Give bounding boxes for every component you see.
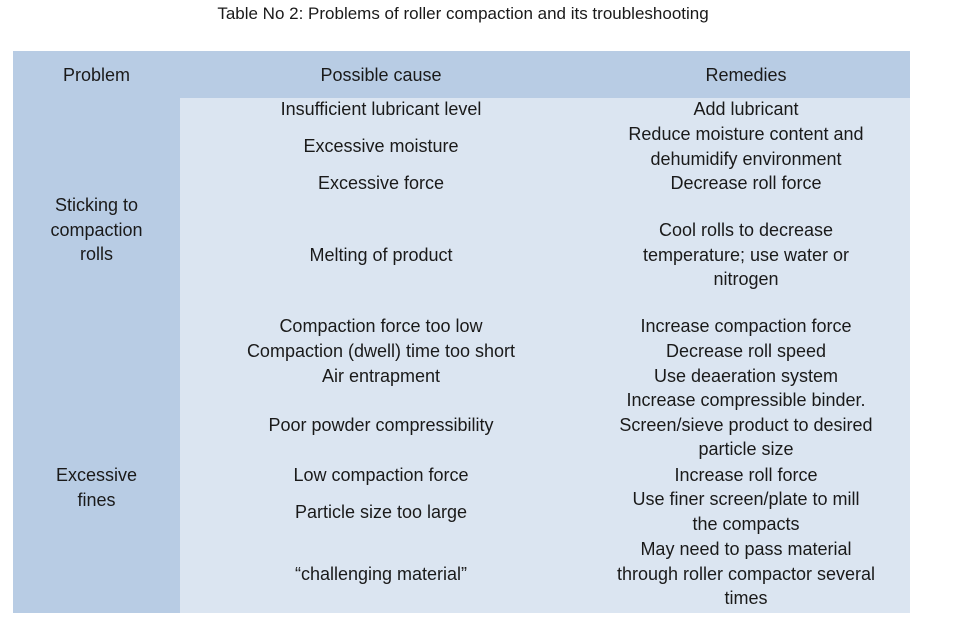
problem-sticking — [13, 193, 180, 267]
table-header-row — [13, 51, 910, 98]
remedy-line: particle size — [698, 439, 794, 459]
remedy-line: nitrogen — [713, 269, 779, 289]
remedy-line: Increase roll force — [674, 465, 818, 485]
remedy-cell — [582, 314, 910, 339]
cause-cell: Low compaction force — [293, 465, 469, 485]
cause-cell: Melting of product — [309, 245, 453, 265]
problem-line: Sticking to — [54, 195, 139, 215]
remedy-line: Decrease roll force — [670, 173, 822, 193]
remedy-line: May need to pass material — [640, 539, 852, 559]
cause-cell: Excessive moisture — [303, 136, 459, 156]
remedy-line: Reduce moisture content and — [628, 124, 864, 144]
problem-line: compaction — [50, 219, 143, 240]
problem-line: rolls — [79, 244, 113, 264]
header-possible-cause: Possible cause — [320, 65, 442, 85]
table-caption: Table No 2: Problems of roller compaction and its troubleshooting — [217, 4, 709, 23]
cause-cell: Compaction force too low — [279, 316, 483, 336]
problem-line: fines — [77, 489, 116, 510]
remedy-cell — [582, 388, 910, 462]
header-remedies: Remedies — [705, 65, 787, 85]
problem-column — [13, 98, 180, 613]
cause-cell: Insufficient lubricant level — [280, 99, 482, 119]
remedy-line: Increase compressible binder. — [626, 390, 866, 410]
remedy-line: times — [724, 588, 768, 608]
cause-cell: Excessive force — [317, 173, 445, 193]
remedy-cell — [582, 339, 910, 364]
cause-cell: “challenging material” — [294, 564, 468, 584]
remedy-cell — [582, 364, 910, 389]
remedy-line: Increase compaction force — [640, 316, 852, 336]
remedy-line: Use finer screen/plate to mill — [632, 489, 860, 509]
remedy-cell — [582, 487, 910, 536]
troubleshooting-table — [13, 51, 910, 613]
remedy-cell — [582, 537, 910, 611]
remedy-line: the compacts — [692, 513, 800, 534]
header-problem: Problem — [62, 65, 131, 85]
remedy-line: Screen/sieve product to desired — [619, 414, 873, 435]
remedy-line: temperature; use water or — [642, 244, 850, 265]
remedy-cell — [582, 97, 910, 122]
cause-cell: Particle size too large — [294, 502, 468, 522]
remedy-cell — [582, 122, 910, 171]
cause-cell: Poor powder compressibility — [268, 415, 494, 435]
cause-cell: Compaction (dwell) time too short — [246, 341, 516, 361]
remedy-line: through roller compactor several — [616, 563, 876, 584]
remedy-cell — [582, 463, 910, 488]
remedy-line: Cool rolls to decrease — [658, 220, 834, 240]
problem-excessive-fines — [13, 463, 180, 512]
remedy-cell — [582, 218, 910, 292]
remedy-line: Use deaeration system — [653, 366, 839, 386]
cause-cell: Air entrapment — [321, 366, 441, 386]
remedy-line: Decrease roll speed — [665, 341, 827, 361]
remedy-cell — [582, 171, 910, 196]
problem-line: Excessive — [55, 465, 138, 485]
remedy-line: dehumidify environment — [650, 148, 842, 169]
remedy-line: Add lubricant — [693, 99, 799, 119]
